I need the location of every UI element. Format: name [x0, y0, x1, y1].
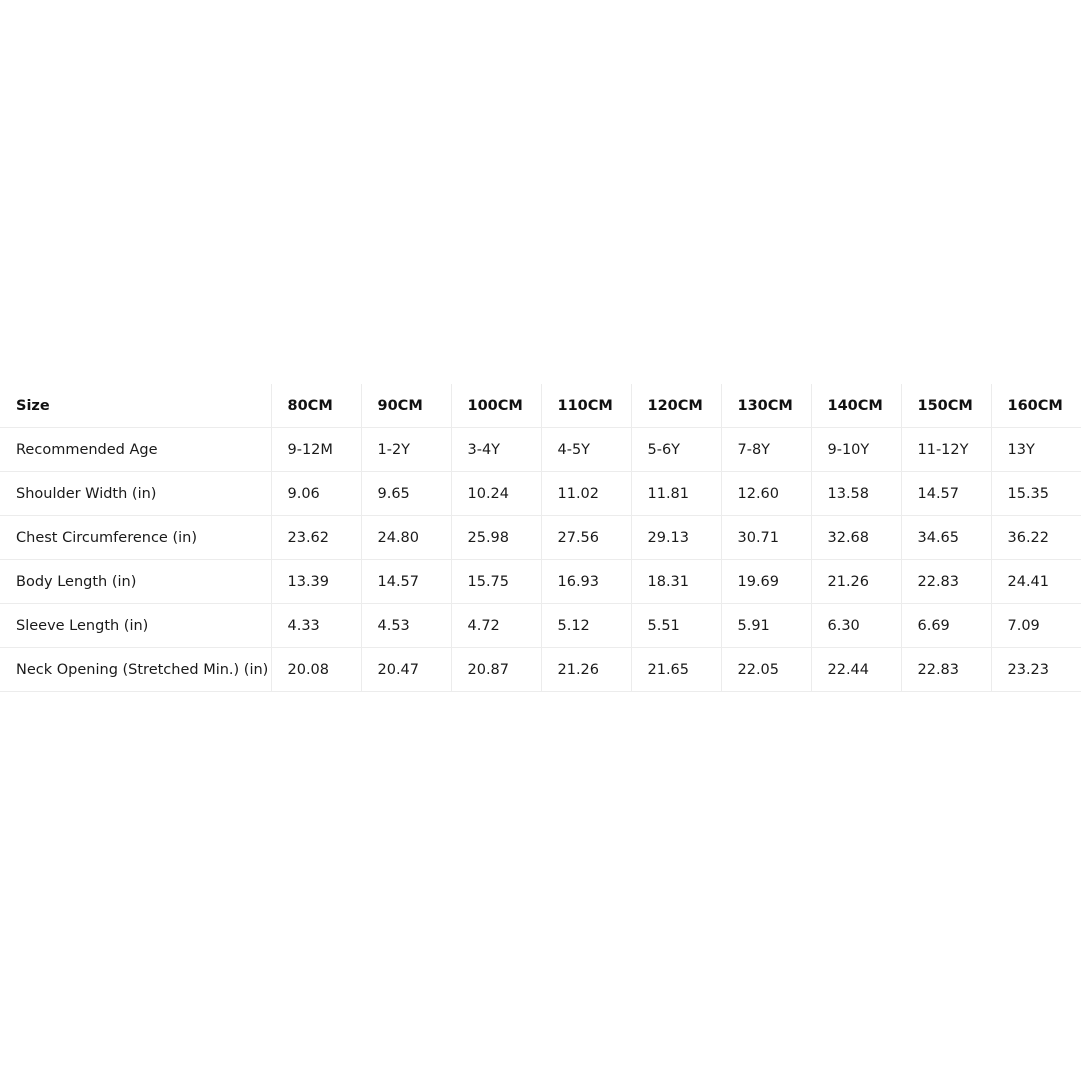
size-chart-table — [0, 384, 1081, 692]
table-cell: 22.05 — [721, 648, 811, 692]
table-cell: 5.12 — [541, 604, 631, 648]
table-cell: 11-12Y — [901, 428, 991, 472]
table-row — [0, 648, 1081, 692]
table-cell: 20.87 — [451, 648, 541, 692]
header-size-90cm: 90CM — [361, 384, 451, 428]
table-cell: 11.02 — [541, 472, 631, 516]
table-cell: 27.56 — [541, 516, 631, 560]
table-row — [0, 560, 1081, 604]
row-label: Body Length (in) — [0, 560, 271, 604]
table-row — [0, 604, 1081, 648]
table-cell: 20.08 — [271, 648, 361, 692]
table-row — [0, 472, 1081, 516]
header-size-120cm: 120CM — [631, 384, 721, 428]
row-label: Sleeve Length (in) — [0, 604, 271, 648]
table-cell: 7.09 — [991, 604, 1081, 648]
table-cell: 12.60 — [721, 472, 811, 516]
table-cell: 7-8Y — [721, 428, 811, 472]
table-cell: 5-6Y — [631, 428, 721, 472]
table-cell: 6.30 — [811, 604, 901, 648]
row-label: Neck Opening (Stretched Min.) (in) — [0, 648, 271, 692]
table-cell: 4.33 — [271, 604, 361, 648]
table-cell: 5.51 — [631, 604, 721, 648]
header-row — [0, 384, 1081, 428]
table-cell: 14.57 — [901, 472, 991, 516]
table-cell: 24.80 — [361, 516, 451, 560]
header-size-140cm: 140CM — [811, 384, 901, 428]
table-cell: 15.35 — [991, 472, 1081, 516]
table-cell: 21.65 — [631, 648, 721, 692]
table-cell: 22.83 — [901, 560, 991, 604]
table-cell: 13.58 — [811, 472, 901, 516]
table-cell: 29.13 — [631, 516, 721, 560]
table-cell: 4.72 — [451, 604, 541, 648]
table-cell: 15.75 — [451, 560, 541, 604]
table-cell: 14.57 — [361, 560, 451, 604]
header-size-150cm: 150CM — [901, 384, 991, 428]
table-cell: 11.81 — [631, 472, 721, 516]
table-row — [0, 516, 1081, 560]
row-label: Recommended Age — [0, 428, 271, 472]
header-size-100cm: 100CM — [451, 384, 541, 428]
table-cell: 5.91 — [721, 604, 811, 648]
table-cell: 6.69 — [901, 604, 991, 648]
table-cell: 24.41 — [991, 560, 1081, 604]
row-label: Chest Circumference (in) — [0, 516, 271, 560]
header-size-160cm: 160CM — [991, 384, 1081, 428]
header-size-label: Size — [0, 384, 271, 428]
header-size-130cm: 130CM — [721, 384, 811, 428]
table-cell: 21.26 — [541, 648, 631, 692]
table-cell: 22.44 — [811, 648, 901, 692]
table-cell: 9-10Y — [811, 428, 901, 472]
table-cell: 18.31 — [631, 560, 721, 604]
table-cell: 9-12M — [271, 428, 361, 472]
table-cell: 34.65 — [901, 516, 991, 560]
table-cell: 13.39 — [271, 560, 361, 604]
table-cell: 20.47 — [361, 648, 451, 692]
table-cell: 13Y — [991, 428, 1081, 472]
table-cell: 32.68 — [811, 516, 901, 560]
table-cell: 10.24 — [451, 472, 541, 516]
header-size-80cm: 80CM — [271, 384, 361, 428]
table-cell: 22.83 — [901, 648, 991, 692]
header-size-110cm: 110CM — [541, 384, 631, 428]
table-cell: 9.06 — [271, 472, 361, 516]
table-row — [0, 428, 1081, 472]
table-cell: 3-4Y — [451, 428, 541, 472]
table-cell: 19.69 — [721, 560, 811, 604]
table-cell: 30.71 — [721, 516, 811, 560]
table-cell: 23.62 — [271, 516, 361, 560]
table-cell: 23.23 — [991, 648, 1081, 692]
table-cell: 36.22 — [991, 516, 1081, 560]
table-cell: 9.65 — [361, 472, 451, 516]
table-cell: 16.93 — [541, 560, 631, 604]
table-cell: 21.26 — [811, 560, 901, 604]
row-label: Shoulder Width (in) — [0, 472, 271, 516]
table-cell: 1-2Y — [361, 428, 451, 472]
table-cell: 25.98 — [451, 516, 541, 560]
table-cell: 4-5Y — [541, 428, 631, 472]
table-cell: 4.53 — [361, 604, 451, 648]
